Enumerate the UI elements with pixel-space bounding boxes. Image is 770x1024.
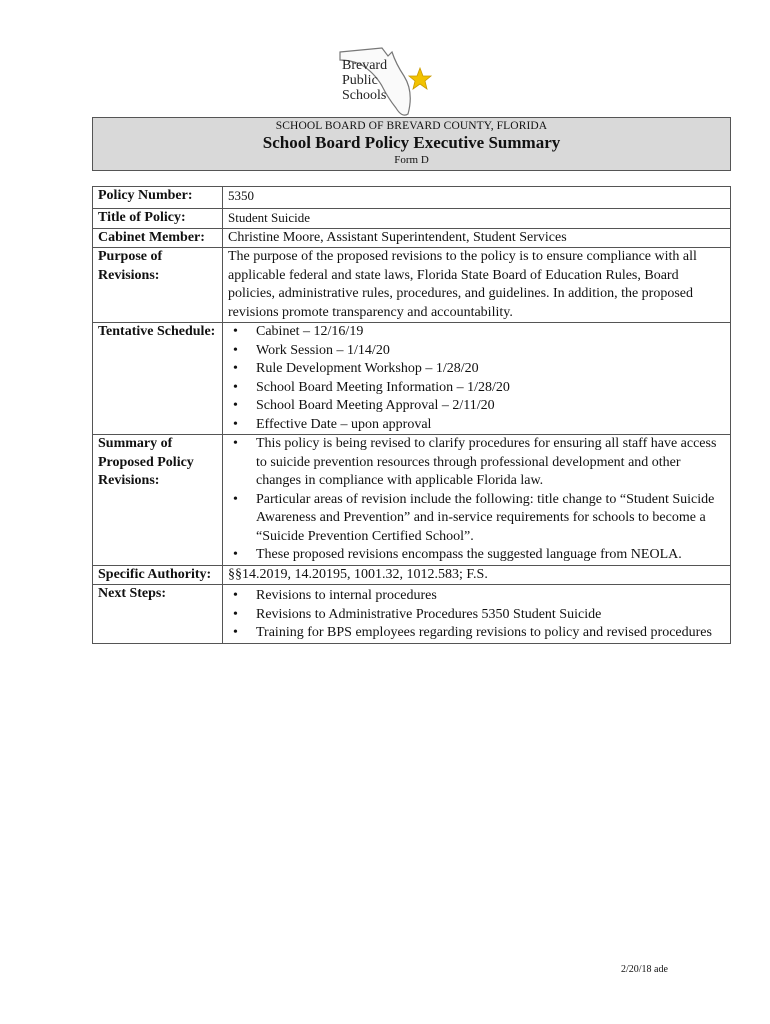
next-steps-list <box>228 587 726 643</box>
policy-number-value: 5350 <box>223 187 731 209</box>
cabinet-member-label: Cabinet Member: <box>93 228 223 248</box>
list-item: • Effective Date – upon approval <box>228 416 726 435</box>
next-steps-cell <box>223 585 731 644</box>
list-item: • Particular areas of revision include the following: title change to “Student Suicide Awareness and Prevention” and in-service requirements for schools to become a “Suicide Prevention Certified School”. <box>228 491 726 547</box>
table-row <box>93 565 731 585</box>
table-row <box>93 323 731 435</box>
summary-list <box>228 435 726 565</box>
authority-value: §§14.2019, 14.20195, 1001.32, 1012.583; F.S. <box>223 565 731 585</box>
purpose-label: Purpose of Revisions: <box>93 248 223 323</box>
list-item: • School Board Meeting Approval – 2/11/20 <box>228 397 726 416</box>
logo-line-2: Public <box>342 73 378 88</box>
cabinet-member-value: Christine Moore, Assistant Superintendent, Student Services <box>223 228 731 248</box>
list-item: • Rule Development Workshop – 1/28/20 <box>228 360 726 379</box>
list-item: • Revisions to Administrative Procedures 5350 Student Suicide <box>228 606 726 625</box>
form-label: Form D <box>394 154 429 166</box>
list-item: • This policy is being revised to clarify procedures for ensuring all staff have access to suicide prevention resources through professional development and other changes in compliance with applicable Florida law. <box>228 435 726 491</box>
policy-number-label: Policy Number: <box>93 187 223 209</box>
next-steps-label: Next Steps: <box>93 585 223 644</box>
table-row <box>93 585 731 644</box>
schedule-list <box>228 323 726 434</box>
table-row <box>93 435 731 566</box>
policy-title-label: Title of Policy: <box>93 209 223 229</box>
purpose-value: The purpose of the proposed revisions to the policy is to ensure compliance with all applicable federal and state laws, Florida State Board of Education Rules, Board policies, administrative rules, procedures, and guidelines. In addition, the proposed revisions promote transparency and accountability. <box>223 248 731 323</box>
policy-table <box>92 186 731 644</box>
table-row <box>93 187 731 209</box>
footer-note: 2/20/18 ade <box>621 964 668 975</box>
list-item: • Work Session – 1/14/20 <box>228 342 726 361</box>
list-item: • Revisions to internal procedures <box>228 587 726 606</box>
header-box <box>92 117 731 171</box>
policy-title-value: Student Suicide <box>223 209 731 229</box>
page-title: School Board Policy Executive Summary <box>262 133 561 152</box>
star-icon <box>409 68 431 89</box>
table-row <box>93 209 731 229</box>
table-row <box>93 248 731 323</box>
logo-line-3: Schools <box>342 88 387 103</box>
list-item: • Training for BPS employees regarding revisions to policy and revised procedures <box>228 624 726 643</box>
schedule-cell <box>223 323 731 435</box>
org-name: SCHOOL BOARD OF BREVARD COUNTY, FLORIDA <box>275 120 548 132</box>
logo-line-1: Brevard <box>342 58 388 73</box>
summary-cell <box>223 435 731 566</box>
schedule-label: Tentative Schedule: <box>93 323 223 435</box>
logo-text <box>342 58 387 103</box>
list-item: • School Board Meeting Information – 1/28/20 <box>228 379 726 398</box>
list-item: • These proposed revisions encompass the suggested language from NEOLA. <box>228 546 726 565</box>
list-item: • Cabinet – 12/16/19 <box>228 323 726 342</box>
summary-label: Summary of Proposed Policy Revisions: <box>93 435 223 566</box>
authority-label: Specific Authority: <box>93 565 223 585</box>
table-row <box>93 228 731 248</box>
